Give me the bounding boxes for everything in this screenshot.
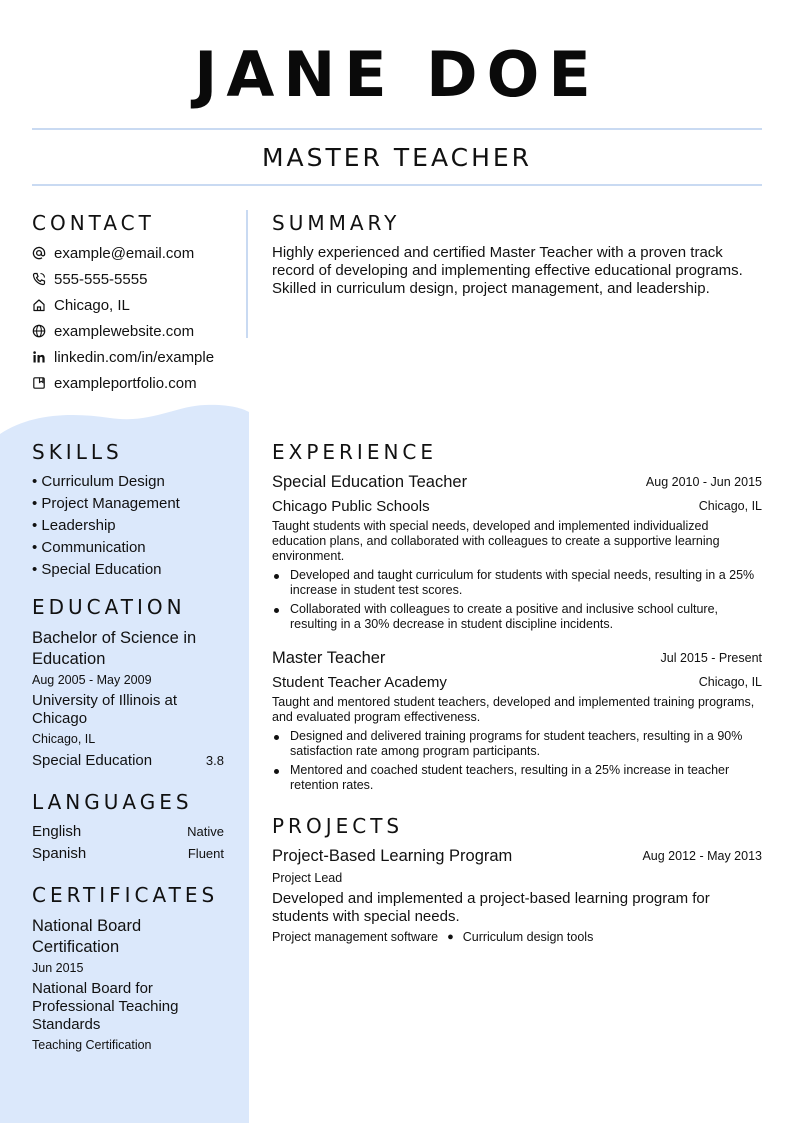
job-bullet: Collaborated with colleagues to create a positive and inclusive school culture, resulting in a 30% decrease in student discipline incidents. (272, 602, 758, 632)
certificates-heading: CERTIFICATES (32, 883, 219, 907)
job-org: Chicago Public Schools (272, 498, 430, 515)
job-location: Chicago, IL (698, 675, 762, 689)
contact-email-text: example@email.com (54, 244, 195, 262)
tool-separator: ● (447, 931, 454, 943)
job-bullet: Mentored and coached student teachers, resulting in a 25% increase in teacher retention rates. (272, 763, 758, 793)
header-rule-bottom (32, 184, 762, 186)
globe-icon (32, 324, 46, 338)
contact-linkedin[interactable] (32, 347, 214, 367)
education-dates: Aug 2005 - May 2009 (32, 673, 152, 687)
job-description: Taught and mentored student teachers, developed and implemented training programs, and evaluated program effectiveness. (272, 695, 755, 724)
home-icon (32, 298, 46, 312)
contact-website-text: examplewebsite.com (54, 322, 195, 340)
languages-heading: LANGUAGES (32, 790, 193, 814)
skills-heading: SKILLS (32, 440, 123, 464)
language-level: Fluent (187, 846, 224, 861)
project-tool: Project management software (272, 930, 439, 944)
education-location: Chicago, IL (32, 732, 96, 746)
summary-heading: SUMMARY (272, 211, 401, 235)
job-dates: Aug 2010 - Jun 2015 (645, 475, 762, 489)
project-description: Developed and implemented a project-based learning program for students with special needs. (272, 890, 710, 925)
skill-item: • Leadership (32, 517, 116, 534)
project-name: Project-Based Learning Program (272, 847, 513, 865)
skill-item: • Communication (32, 539, 146, 556)
certificate-date: Teaching Certification (32, 1038, 152, 1052)
education-school: University of Illinois at Chicago (32, 692, 178, 727)
project-tool: Curriculum design tools (462, 930, 594, 944)
contact-phone[interactable] (32, 269, 147, 289)
job-description: Taught students with special needs, developed and implemented individualized education plans, and collaborated with colleagues to create a supportive learning environment. (272, 519, 720, 563)
project-dates: Aug 2012 - May 2013 (642, 849, 762, 863)
portfolio-icon (32, 376, 46, 390)
certificate-name: National Board for Professional Teaching Standards (32, 980, 179, 1033)
at-icon (32, 246, 46, 260)
job-bullet: Designed and delivered training programs for student teachers, resulting in a 90% satisfaction rate among program participants. (272, 729, 758, 759)
job-dates: Jul 2015 - Present (660, 651, 762, 665)
education-degree: Bachelor of Science in Education (32, 629, 197, 668)
certificate-name: National Board Certification (32, 917, 142, 956)
contact-phone-text: 555-555-5555 (54, 270, 148, 288)
job-title: MASTER TEACHER (261, 143, 533, 172)
job-bullet: Developed and taught curriculum for students with special needs, resulting in a 25% increase in student test scores. (272, 568, 758, 598)
header-rule-top (32, 128, 762, 130)
project-role: Project Lead (272, 871, 343, 885)
language-name: English (32, 823, 82, 840)
job-location: Chicago, IL (698, 499, 762, 513)
job-org: Student Teacher Academy (272, 674, 447, 691)
contact-portfolio-text: exampleportfolio.com (54, 374, 197, 392)
contact-linkedin-text: linkedin.com/in/example (54, 348, 215, 366)
certificate-date: Jun 2015 (32, 961, 84, 975)
language-name: Spanish (32, 845, 87, 862)
education-gpa: 3.8 (205, 753, 224, 768)
summary-text: Highly experienced and certified Master Teacher with a proven track record of developing and implementing effective educational programs. Skilled in curriculum design, project management, and leadership. (272, 244, 743, 297)
phone-icon (32, 272, 46, 286)
candidate-name: JANE DOE (194, 38, 600, 111)
contact-heading: CONTACT (32, 211, 155, 235)
project-tools (272, 930, 593, 944)
contact-portfolio[interactable] (32, 373, 197, 393)
contact-location (32, 295, 130, 315)
contact-website[interactable] (32, 321, 194, 341)
language-level: Native (187, 824, 224, 839)
job-role: Master Teacher (272, 649, 386, 667)
linkedin-icon (32, 350, 46, 364)
experience-heading: EXPERIENCE (272, 440, 438, 464)
skill-item: • Curriculum Design (32, 473, 165, 490)
education-field: Special Education (32, 752, 153, 769)
projects-heading: PROJECTS (272, 814, 404, 838)
skill-item: • Special Education (32, 561, 162, 578)
education-heading: EDUCATION (32, 595, 186, 619)
contact-location-text: Chicago, IL (54, 296, 130, 314)
column-divider (246, 210, 248, 338)
contact-email[interactable] (32, 243, 194, 263)
skill-item: • Project Management (32, 495, 180, 512)
job-role: Special Education Teacher (272, 473, 468, 491)
